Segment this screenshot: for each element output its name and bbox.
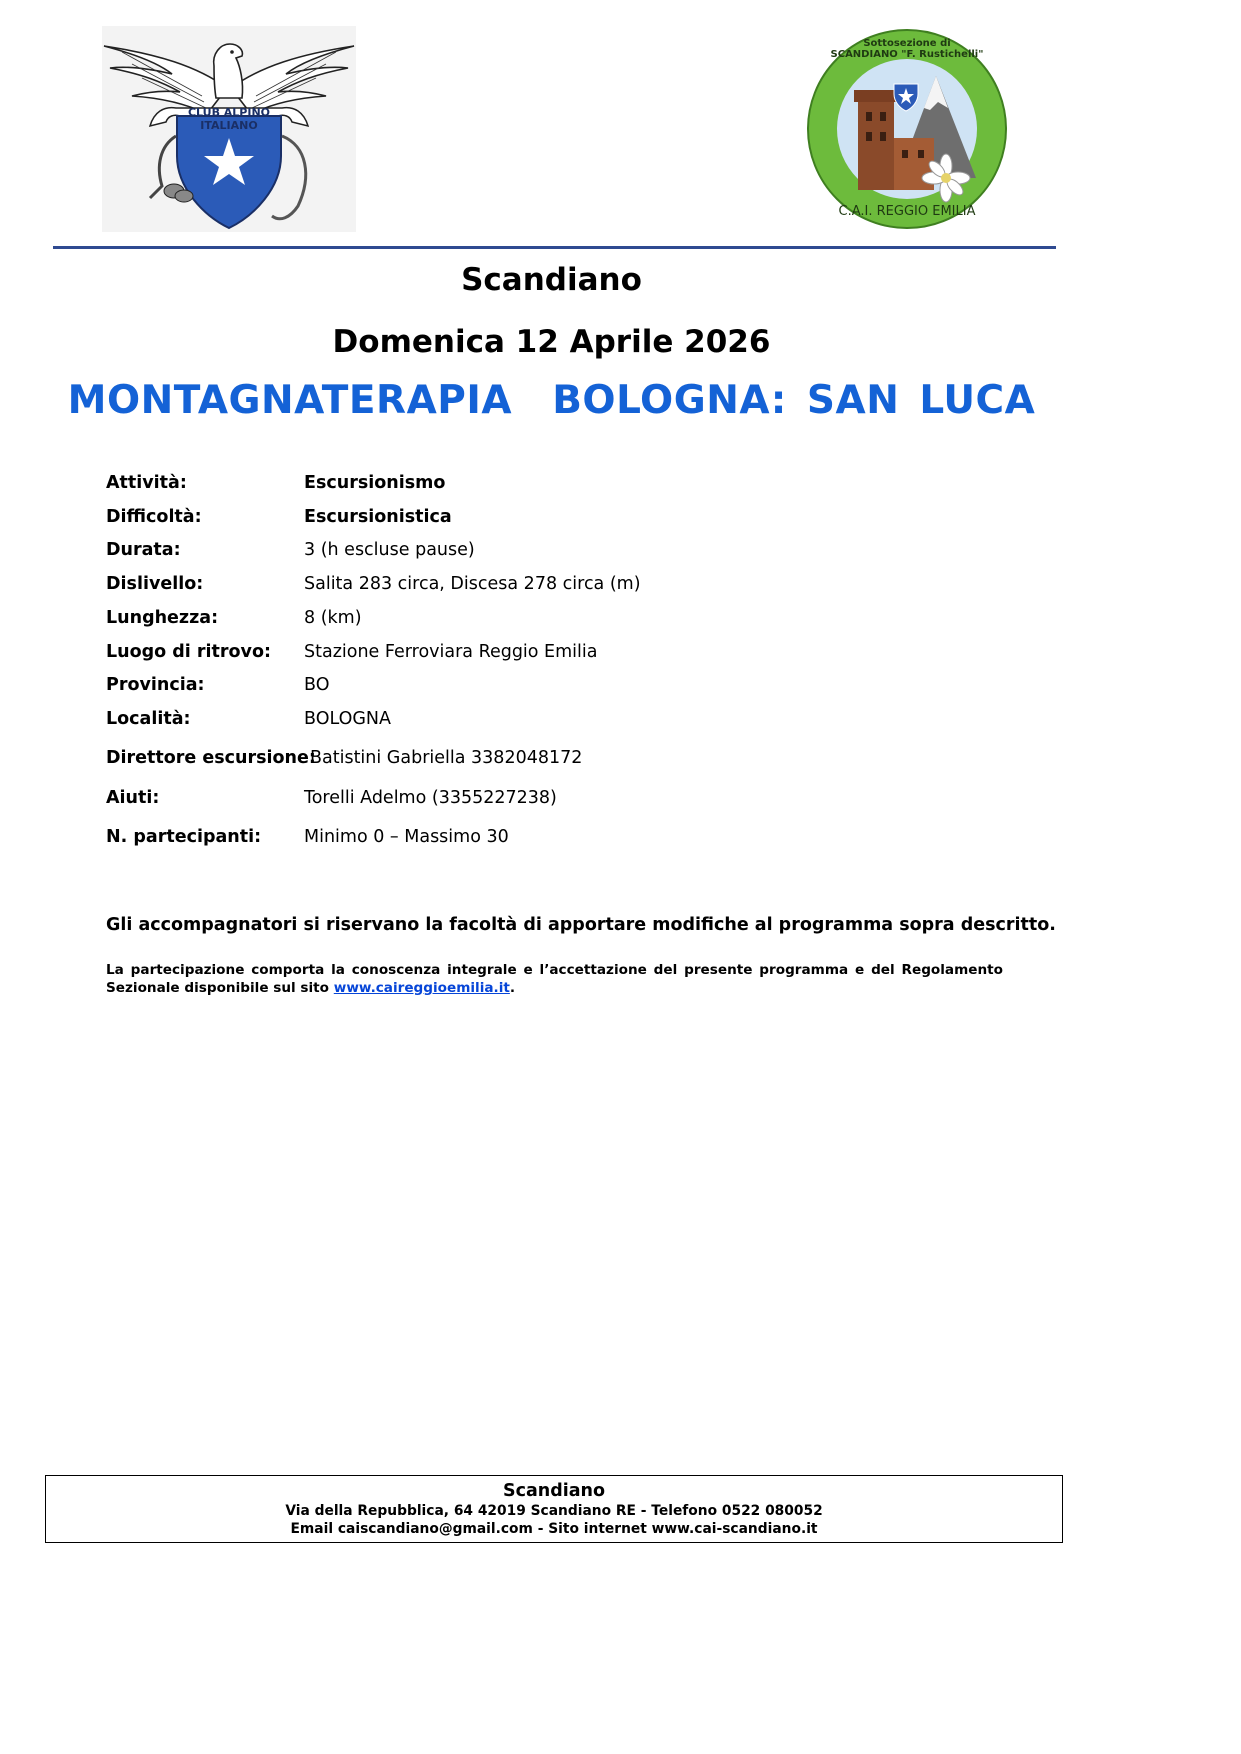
organizers-notice: Gli accompagnatori si riservano la facoltà di apportare modifiche al programma sopra descritto. <box>106 915 1056 935</box>
detail-row-durata <box>106 540 1006 566</box>
detail-value: 8 (km) <box>304 608 362 628</box>
detail-row-ritrovo <box>106 642 1006 668</box>
badge-top-text: Sottosezione di SCANDIANO "F. Rustichelli" <box>830 38 984 60</box>
footer-title: Scandiano <box>502 1481 606 1501</box>
cai-logo <box>102 26 356 232</box>
detail-row-lunghezza <box>106 608 1006 634</box>
detail-row-provincia <box>106 675 1006 701</box>
terms-end: . <box>509 980 516 996</box>
detail-value: Stazione Ferroviara Reggio Emilia <box>304 642 598 662</box>
detail-label: Località: <box>106 709 191 729</box>
detail-label: Attività: <box>106 473 187 493</box>
cai-logo-text: CLUB ALPINO ITALIANO <box>187 106 271 132</box>
detail-value: Torelli Adelmo (3355227238) <box>304 788 557 808</box>
detail-label: Durata: <box>106 540 181 560</box>
detail-label: Luogo di ritrovo: <box>106 642 271 662</box>
detail-label: Aiuti: <box>106 788 160 808</box>
city-heading: Scandiano <box>461 262 642 298</box>
detail-value: Minimo 0 – Massimo 30 <box>304 827 509 847</box>
footer-contacts: Email caiscandiano@gmail.com - Sito internet www.cai-scandiano.it <box>290 1521 818 1537</box>
detail-value: Salita 283 circa, Discesa 278 circa (m) <box>304 574 641 594</box>
cai-reggio-link[interactable]: www.caireggioemilia.it <box>333 980 510 996</box>
terms-text: La partecipazione comporta la conoscenza integrale e l’accettazione del presente programma e del Regolamento Sezionale disponibile sul sito <box>106 962 1003 996</box>
detail-label: Lunghezza: <box>106 608 219 628</box>
footer-address: Via della Repubblica, 64 42019 Scandiano RE - Telefono 0522 080052 <box>285 1503 823 1519</box>
detail-value: Escursionismo <box>304 473 446 493</box>
detail-label: Direttore escursione: <box>106 748 316 768</box>
footer-box <box>45 1475 1063 1543</box>
event-date: Domenica 12 Aprile 2026 <box>332 324 771 360</box>
detail-value: 3 (h escluse pause) <box>304 540 475 560</box>
detail-label: Difficoltà: <box>106 507 202 527</box>
detail-value: BOLOGNA <box>304 709 391 729</box>
detail-value: BO <box>304 675 330 695</box>
detail-label: Dislivello: <box>106 574 204 594</box>
detail-label: N. partecipanti: <box>106 827 262 847</box>
participation-terms <box>106 961 1003 997</box>
badge-bottom-text: C.A.I. REGGIO EMILIA <box>838 204 976 219</box>
header-divider <box>53 246 1056 249</box>
scandiano-badge-logo <box>806 28 1008 230</box>
detail-row-aiuti <box>106 788 1006 814</box>
detail-label: Provincia: <box>106 675 205 695</box>
event-title: MONTAGNATERAPIA BOLOGNA: SAN LUCA <box>67 378 1036 423</box>
detail-row-attivita <box>106 473 1006 499</box>
detail-row-difficolta <box>106 507 1006 533</box>
detail-row-partecipanti <box>106 827 1006 853</box>
detail-value: Escursionistica <box>304 507 452 527</box>
detail-row-dislivello <box>106 574 1006 600</box>
detail-row-direttore <box>106 748 1006 774</box>
detail-row-localita <box>106 709 1006 735</box>
detail-value: Batistini Gabriella 3382048172 <box>310 748 583 768</box>
